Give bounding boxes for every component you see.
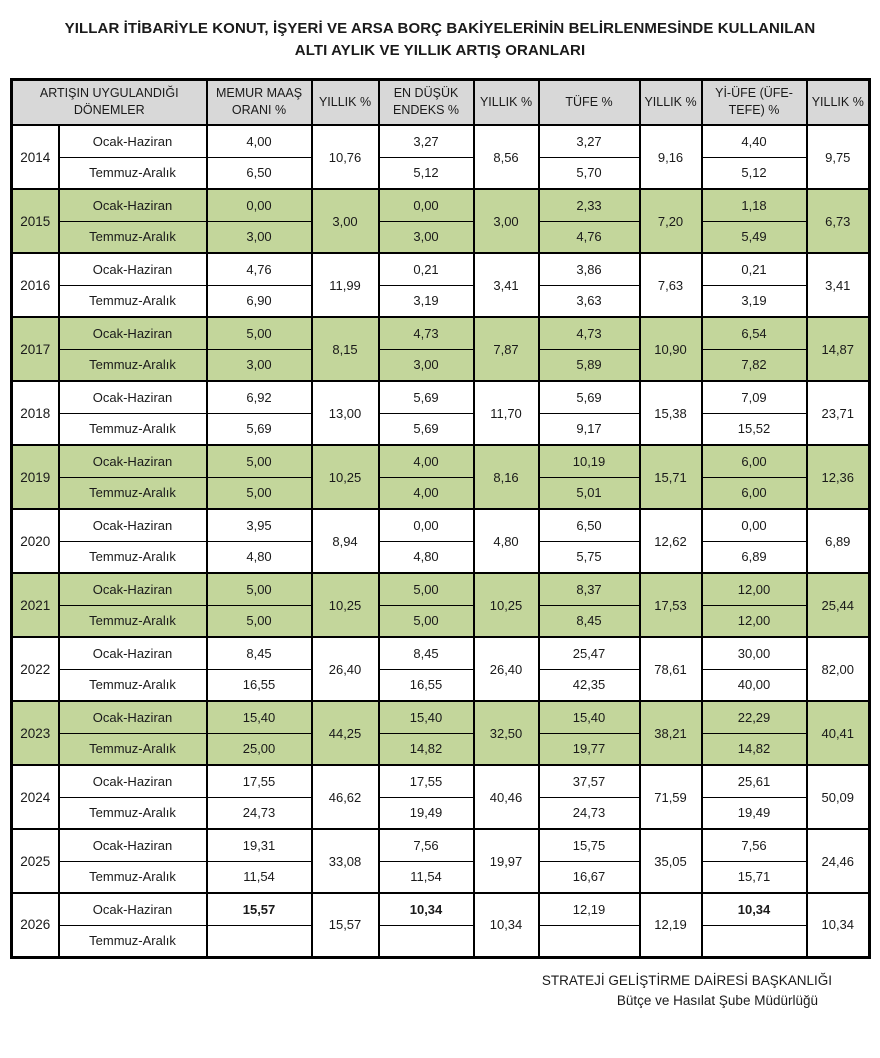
- period-label-h1: Ocak-Haziran: [59, 253, 207, 285]
- year-2017-row-ocak-haziran: [12, 317, 870, 349]
- value-h1-col0: 17,55: [207, 765, 312, 797]
- value-h2-col2: 19,77: [539, 733, 640, 765]
- value-h2-col2: 8,45: [539, 605, 640, 637]
- value-h2-col1: 5,69: [379, 413, 474, 445]
- value-h2-col2: 3,63: [539, 285, 640, 317]
- value-h1-col2: 12,19: [539, 893, 640, 925]
- yearly-value-col2: 35,05: [640, 829, 702, 893]
- value-h2-col2: 9,17: [539, 413, 640, 445]
- year-2024-row-ocak-haziran: [12, 765, 870, 797]
- value-h2-col0: 3,00: [207, 221, 312, 253]
- year-cell-2017: 2017: [12, 317, 59, 381]
- value-h1-col1: 10,34: [379, 893, 474, 925]
- yearly-value-col3: 25,44: [807, 573, 870, 637]
- yearly-value-col2: 78,61: [640, 637, 702, 701]
- period-label-h1: Ocak-Haziran: [59, 765, 207, 797]
- yearly-value-col0: 13,00: [312, 381, 379, 445]
- value-h2-col1: 14,82: [379, 733, 474, 765]
- yearly-value-col0: 10,25: [312, 573, 379, 637]
- yearly-value-col0: 46,62: [312, 765, 379, 829]
- yearly-value-col2: 17,53: [640, 573, 702, 637]
- yearly-value-col2: 7,20: [640, 189, 702, 253]
- value-h2-col2: 5,89: [539, 349, 640, 381]
- value-h2-col1: 16,55: [379, 669, 474, 701]
- value-h1-col2: 15,40: [539, 701, 640, 733]
- value-h1-col0: 0,00: [207, 189, 312, 221]
- value-h2-col1: [379, 925, 474, 957]
- value-h2-col3: 6,89: [702, 541, 807, 573]
- value-h1-col2: 2,33: [539, 189, 640, 221]
- yearly-value-col1: 32,50: [474, 701, 539, 765]
- yearly-value-col0: 8,94: [312, 509, 379, 573]
- period-label-h1: Ocak-Haziran: [59, 637, 207, 669]
- yearly-value-col1: 19,97: [474, 829, 539, 893]
- value-h2-col3: 12,00: [702, 605, 807, 637]
- value-h1-col3: 0,21: [702, 253, 807, 285]
- value-h1-col0: 15,40: [207, 701, 312, 733]
- yearly-value-col2: 10,90: [640, 317, 702, 381]
- year-2021-row-ocak-haziran: [12, 573, 870, 605]
- yearly-value-col1: 11,70: [474, 381, 539, 445]
- year-cell-2016: 2016: [12, 253, 59, 317]
- value-h2-col0: 11,54: [207, 861, 312, 893]
- year-2014-row-ocak-haziran: [12, 125, 870, 157]
- rates-table: [10, 78, 871, 959]
- period-label-h2: Temmuz-Aralık: [59, 285, 207, 317]
- value-h2-col0: 5,69: [207, 413, 312, 445]
- yearly-value-col1: 3,41: [474, 253, 539, 317]
- yearly-value-col3: 12,36: [807, 445, 870, 509]
- yearly-value-col1: 4,80: [474, 509, 539, 573]
- value-h2-col3: 15,52: [702, 413, 807, 445]
- yearly-value-col0: 11,99: [312, 253, 379, 317]
- yearly-value-col3: 6,73: [807, 189, 870, 253]
- yearly-value-col2: 15,71: [640, 445, 702, 509]
- value-h1-col1: 3,27: [379, 125, 474, 157]
- period-label-h1: Ocak-Haziran: [59, 381, 207, 413]
- value-h1-col3: 6,54: [702, 317, 807, 349]
- period-label-h2: Temmuz-Aralık: [59, 221, 207, 253]
- value-h2-col3: 15,71: [702, 861, 807, 893]
- value-h2-col3: 7,82: [702, 349, 807, 381]
- value-h1-col1: 17,55: [379, 765, 474, 797]
- yearly-value-col2: 38,21: [640, 701, 702, 765]
- year-cell-2019: 2019: [12, 445, 59, 509]
- year-2021-row-temmuz-aralik: [12, 605, 870, 637]
- value-h2-col1: 3,19: [379, 285, 474, 317]
- value-h1-col3: 12,00: [702, 573, 807, 605]
- yearly-value-col1: 8,56: [474, 125, 539, 189]
- value-h1-col3: 10,34: [702, 893, 807, 925]
- value-h2-col3: 3,19: [702, 285, 807, 317]
- year-cell-2020: 2020: [12, 509, 59, 573]
- period-label-h2: Temmuz-Aralık: [59, 669, 207, 701]
- value-h1-col1: 15,40: [379, 701, 474, 733]
- value-h1-col0: 8,45: [207, 637, 312, 669]
- table-body: [12, 125, 870, 957]
- yearly-value-col1: 10,25: [474, 573, 539, 637]
- year-2014-row-temmuz-aralik: [12, 157, 870, 189]
- value-h2-col0: 4,80: [207, 541, 312, 573]
- value-h1-col0: 6,92: [207, 381, 312, 413]
- year-cell-2023: 2023: [12, 701, 59, 765]
- value-h1-col3: 30,00: [702, 637, 807, 669]
- yearly-value-col1: 26,40: [474, 637, 539, 701]
- period-label-h1: Ocak-Haziran: [59, 573, 207, 605]
- year-2025-row-temmuz-aralik: [12, 861, 870, 893]
- period-label-h1: Ocak-Haziran: [59, 189, 207, 221]
- value-h2-col3: 5,49: [702, 221, 807, 253]
- value-h1-col2: 25,47: [539, 637, 640, 669]
- value-h1-col2: 15,75: [539, 829, 640, 861]
- value-h1-col0: 15,57: [207, 893, 312, 925]
- header-yillik-1: YILLIK %: [312, 79, 379, 125]
- year-2017-row-temmuz-aralik: [12, 349, 870, 381]
- year-2015-row-ocak-haziran: [12, 189, 870, 221]
- value-h1-col0: 4,76: [207, 253, 312, 285]
- header-periods: ARTIŞIN UYGULANDIĞI DÖNEMLER: [12, 79, 207, 125]
- period-label-h1: Ocak-Haziran: [59, 893, 207, 925]
- header-tufe: TÜFE %: [539, 79, 640, 125]
- value-h1-col3: 22,29: [702, 701, 807, 733]
- yearly-value-col0: 10,76: [312, 125, 379, 189]
- value-h2-col2: 4,76: [539, 221, 640, 253]
- value-h2-col2: 16,67: [539, 861, 640, 893]
- value-h2-col0: 5,00: [207, 605, 312, 637]
- value-h1-col1: 5,69: [379, 381, 474, 413]
- value-h2-col0: 5,00: [207, 477, 312, 509]
- value-h1-col1: 4,73: [379, 317, 474, 349]
- value-h2-col1: 4,00: [379, 477, 474, 509]
- value-h2-col3: 40,00: [702, 669, 807, 701]
- year-cell-2021: 2021: [12, 573, 59, 637]
- value-h1-col1: 5,00: [379, 573, 474, 605]
- period-label-h2: Temmuz-Aralık: [59, 733, 207, 765]
- value-h1-col3: 25,61: [702, 765, 807, 797]
- year-2020-row-ocak-haziran: [12, 509, 870, 541]
- value-h1-col3: 6,00: [702, 445, 807, 477]
- value-h1-col3: 7,09: [702, 381, 807, 413]
- year-2023-row-temmuz-aralik: [12, 733, 870, 765]
- period-label-h2: Temmuz-Aralık: [59, 157, 207, 189]
- yearly-value-col1: 7,87: [474, 317, 539, 381]
- yearly-value-col0: 33,08: [312, 829, 379, 893]
- year-2018-row-temmuz-aralik: [12, 413, 870, 445]
- value-h1-col0: 4,00: [207, 125, 312, 157]
- yearly-value-col1: 40,46: [474, 765, 539, 829]
- yearly-value-col3: 50,09: [807, 765, 870, 829]
- value-h2-col2: [539, 925, 640, 957]
- value-h2-col3: 19,49: [702, 797, 807, 829]
- yearly-value-col2: 71,59: [640, 765, 702, 829]
- period-label-h1: Ocak-Haziran: [59, 125, 207, 157]
- period-label-h2: Temmuz-Aralık: [59, 477, 207, 509]
- value-h2-col1: 3,00: [379, 221, 474, 253]
- year-2020-row-temmuz-aralik: [12, 541, 870, 573]
- yearly-value-col1: 8,16: [474, 445, 539, 509]
- year-2022-row-ocak-haziran: [12, 637, 870, 669]
- header-yi-ufe: Yİ-ÜFE (ÜFE-TEFE) %: [702, 79, 807, 125]
- header-row: [12, 79, 870, 125]
- value-h1-col3: 0,00: [702, 509, 807, 541]
- year-2023-row-ocak-haziran: [12, 701, 870, 733]
- yearly-value-col3: 3,41: [807, 253, 870, 317]
- value-h2-col1: 5,00: [379, 605, 474, 637]
- value-h2-col0: 24,73: [207, 797, 312, 829]
- value-h2-col0: 16,55: [207, 669, 312, 701]
- value-h2-col0: 6,50: [207, 157, 312, 189]
- value-h2-col3: 5,12: [702, 157, 807, 189]
- value-h1-col0: 5,00: [207, 445, 312, 477]
- value-h1-col2: 37,57: [539, 765, 640, 797]
- period-label-h2: Temmuz-Aralık: [59, 349, 207, 381]
- year-2016-row-ocak-haziran: [12, 253, 870, 285]
- value-h1-col1: 0,21: [379, 253, 474, 285]
- value-h1-col0: 5,00: [207, 317, 312, 349]
- yearly-value-col2: 12,19: [640, 893, 702, 957]
- value-h1-col2: 6,50: [539, 509, 640, 541]
- yearly-value-col2: 12,62: [640, 509, 702, 573]
- value-h2-col3: 6,00: [702, 477, 807, 509]
- header-en-dusuk-endeks: EN DÜŞÜK ENDEKS %: [379, 79, 474, 125]
- period-label-h2: Temmuz-Aralık: [59, 605, 207, 637]
- value-h1-col0: 3,95: [207, 509, 312, 541]
- year-2016-row-temmuz-aralik: [12, 285, 870, 317]
- value-h2-col2: 5,01: [539, 477, 640, 509]
- period-label-h2: Temmuz-Aralık: [59, 797, 207, 829]
- yearly-value-col3: 40,41: [807, 701, 870, 765]
- value-h1-col2: 10,19: [539, 445, 640, 477]
- page-title-line1: YILLAR İTİBARİYLE KONUT, İŞYERİ VE ARSA BORÇ BAKİYELERİNİN BELİRLENMESİNDE KULLANILAN: [64, 20, 816, 37]
- value-h2-col2: 24,73: [539, 797, 640, 829]
- period-label-h2: Temmuz-Aralık: [59, 413, 207, 445]
- value-h1-col2: 3,27: [539, 125, 640, 157]
- period-label-h1: Ocak-Haziran: [59, 445, 207, 477]
- yearly-value-col1: 10,34: [474, 893, 539, 957]
- year-cell-2022: 2022: [12, 637, 59, 701]
- year-cell-2015: 2015: [12, 189, 59, 253]
- year-cell-2025: 2025: [12, 829, 59, 893]
- yearly-value-col3: 82,00: [807, 637, 870, 701]
- value-h1-col0: 19,31: [207, 829, 312, 861]
- yearly-value-col3: 23,71: [807, 381, 870, 445]
- value-h1-col2: 4,73: [539, 317, 640, 349]
- yearly-value-col0: 10,25: [312, 445, 379, 509]
- value-h2-col1: 11,54: [379, 861, 474, 893]
- header-yillik-3: YILLIK %: [640, 79, 702, 125]
- value-h2-col3: 14,82: [702, 733, 807, 765]
- period-label-h2: Temmuz-Aralık: [59, 861, 207, 893]
- yearly-value-col2: 9,16: [640, 125, 702, 189]
- year-cell-2014: 2014: [12, 125, 59, 189]
- value-h2-col1: 5,12: [379, 157, 474, 189]
- period-label-h1: Ocak-Haziran: [59, 829, 207, 861]
- footer: [0, 971, 880, 1012]
- header-yillik-4: YILLIK %: [807, 79, 870, 125]
- period-label-h2: Temmuz-Aralık: [59, 541, 207, 573]
- yearly-value-col0: 26,40: [312, 637, 379, 701]
- year-2026-row-ocak-haziran: [12, 893, 870, 925]
- header-yillik-2: YILLIK %: [474, 79, 539, 125]
- page-title: [40, 18, 840, 62]
- yearly-value-col3: 10,34: [807, 893, 870, 957]
- value-h2-col0: [207, 925, 312, 957]
- header-memur-maas: MEMUR MAAŞ ORANI %: [207, 79, 312, 125]
- value-h1-col1: 4,00: [379, 445, 474, 477]
- footer-department: STRATEJİ GELİŞTİRME DAİRESİ BAŞKANLIĞI: [541, 972, 832, 988]
- value-h2-col0: 3,00: [207, 349, 312, 381]
- value-h2-col0: 6,90: [207, 285, 312, 317]
- year-2022-row-temmuz-aralik: [12, 669, 870, 701]
- value-h1-col0: 5,00: [207, 573, 312, 605]
- year-2015-row-temmuz-aralik: [12, 221, 870, 253]
- period-label-h2: Temmuz-Aralık: [59, 925, 207, 957]
- document-page: [0, 18, 880, 1058]
- year-2026-row-temmuz-aralik: [12, 925, 870, 957]
- yearly-value-col0: 3,00: [312, 189, 379, 253]
- yearly-value-col3: 9,75: [807, 125, 870, 189]
- value-h1-col2: 8,37: [539, 573, 640, 605]
- year-2019-row-ocak-haziran: [12, 445, 870, 477]
- value-h1-col1: 7,56: [379, 829, 474, 861]
- yearly-value-col1: 3,00: [474, 189, 539, 253]
- period-label-h1: Ocak-Haziran: [59, 701, 207, 733]
- year-cell-2024: 2024: [12, 765, 59, 829]
- year-2024-row-temmuz-aralik: [12, 797, 870, 829]
- page-title-line2: ALTI AYLIK VE YILLIK ARTIŞ ORANLARI: [294, 41, 586, 59]
- year-2019-row-temmuz-aralik: [12, 477, 870, 509]
- value-h1-col2: 5,69: [539, 381, 640, 413]
- year-cell-2026: 2026: [12, 893, 59, 957]
- value-h2-col3: [702, 925, 807, 957]
- value-h1-col1: 8,45: [379, 637, 474, 669]
- value-h1-col1: 0,00: [379, 509, 474, 541]
- yearly-value-col3: 24,46: [807, 829, 870, 893]
- value-h2-col1: 19,49: [379, 797, 474, 829]
- value-h2-col2: 42,35: [539, 669, 640, 701]
- value-h2-col2: 5,75: [539, 541, 640, 573]
- value-h2-col2: 5,70: [539, 157, 640, 189]
- yearly-value-col3: 14,87: [807, 317, 870, 381]
- yearly-value-col3: 6,89: [807, 509, 870, 573]
- value-h2-col1: 4,80: [379, 541, 474, 573]
- value-h2-col1: 3,00: [379, 349, 474, 381]
- year-2018-row-ocak-haziran: [12, 381, 870, 413]
- value-h2-col0: 25,00: [207, 733, 312, 765]
- yearly-value-col0: 44,25: [312, 701, 379, 765]
- yearly-value-col2: 7,63: [640, 253, 702, 317]
- period-label-h1: Ocak-Haziran: [59, 509, 207, 541]
- year-cell-2018: 2018: [12, 381, 59, 445]
- value-h1-col3: 4,40: [702, 125, 807, 157]
- footer-unit: Bütçe ve Hasılat Şube Müdürlüğü: [616, 992, 818, 1008]
- yearly-value-col0: 8,15: [312, 317, 379, 381]
- period-label-h1: Ocak-Haziran: [59, 317, 207, 349]
- yearly-value-col2: 15,38: [640, 381, 702, 445]
- value-h1-col2: 3,86: [539, 253, 640, 285]
- value-h1-col1: 0,00: [379, 189, 474, 221]
- yearly-value-col0: 15,57: [312, 893, 379, 957]
- value-h1-col3: 1,18: [702, 189, 807, 221]
- year-2025-row-ocak-haziran: [12, 829, 870, 861]
- value-h1-col3: 7,56: [702, 829, 807, 861]
